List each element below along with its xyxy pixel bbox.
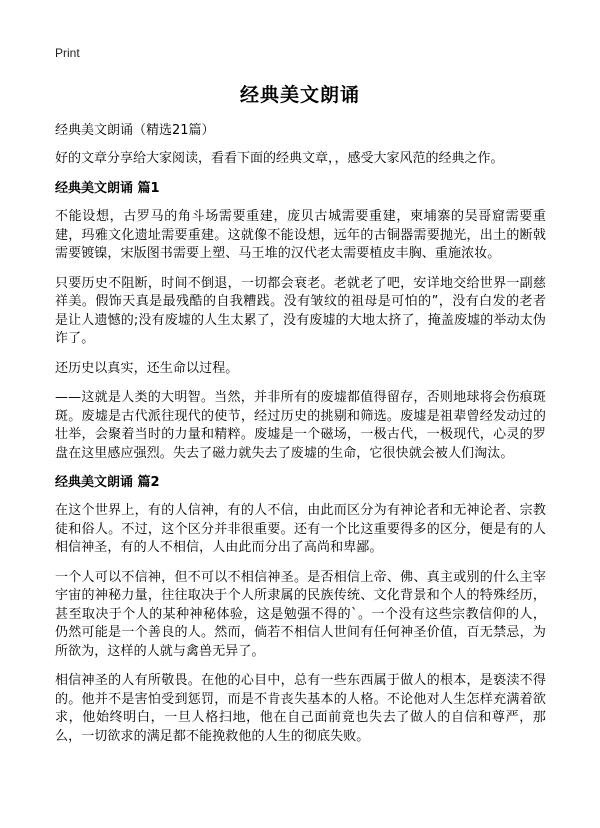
paragraph: 一个人可以不信神，但不可以不相信神圣。是否相信上帝、佛、真主或别的什么主宰宇宙的神秘力量，往往取决于个人所隶属的民族传统、文化背景和个人的特殊经历，甚至取决于个人的某种神秘体验，这是勉强不得的`。一个没有这些宗教信仰的人，仍然可能是一个善良的人。然而，倘若不相信人世间有任何神圣价值，百无禁忌，为所欲为，这样的人就与禽兽无异了。 xyxy=(55,569,546,659)
document-title: 经典美文朗诵 xyxy=(239,84,360,106)
paragraph: 只要历史不阻断，时间不倒退，一切都会衰老。老就老了吧，安详地交给世界一副慈祥美。假饰天真是最残酷的自我糟践。没有皱纹的祖母是可怕的”，没有白发的老者是让人遗憾的;没有废墟的人生太累了，没有废墟的大地太挤了，掩盖废墟的举动太伪诈了。 xyxy=(55,275,546,346)
print-label[interactable]: Print xyxy=(55,46,80,60)
section-heading: 经典美文朗诵 篇1 xyxy=(55,181,160,196)
document-content xyxy=(55,122,546,757)
paragraph: 不能设想，古罗马的角斗场需要重建，庞贝古城需要重建，柬埔寨的吴哥窟需要重建，玛雅文化遗址需要重建。这就像不能设想，远年的古铜器需要抛光，出土的断戟需要镀镍，宋版图书需要上塑、马王堆的汉代老太需要植皮丰胸、重施浓妆。 xyxy=(55,209,546,261)
section-1 xyxy=(55,180,546,463)
paragraph: ——这就是人类的大明智。当然，并非所有的废墟都值得留存，否则地球将会伤痕斑斑。废墟是古代派往现代的使节，经过历史的挑剔和筛选。废墟是祖辈曾经发动过的壮举，会聚着当时的力量和精粹。废墟是一个磁场，一极古代，一极现代，心灵的罗盘在这里感应强烈。失去了磁力就失去了废墟的生命，它很快就会被人们淘汰。 xyxy=(55,390,546,461)
intro-paragraph: 好的文章分享给大家阅读，看看下面的经典文章，，感受大家风范的经典之作。 xyxy=(55,151,504,166)
section-heading: 经典美文朗诵 篇2 xyxy=(55,475,160,490)
paragraph: 在这个世界上，有的人信神，有的人不信，由此而区分为有神论者和无神论者、宗教徒和俗人。不过，这个区分并非很重要。还有一个比这重要得多的区分，便是有的人相信神圣，有的人不相信，人由此而分出了高尚和卑鄙。 xyxy=(55,503,546,555)
document-subtitle: 经典美文朗诵（精选21篇） xyxy=(55,123,215,138)
paragraph: 相信神圣的人有所敬畏。在他的心目中，总有一些东西属于做人的根本，是亵渎不得的。他并不是害怕受到惩罚，而是不肯丧失基本的人格。不论他对人生怎样充满着欲求，他始终明白，一旦人格扫地，他在自己面前竟也失去了做人的自信和尊严，那么，一切欲求的满足都不能挽救他的人生的彻底失败。 xyxy=(55,673,546,744)
section-2 xyxy=(55,474,546,746)
paragraph: 还历史以真实，还生命以过程。 xyxy=(55,360,239,376)
